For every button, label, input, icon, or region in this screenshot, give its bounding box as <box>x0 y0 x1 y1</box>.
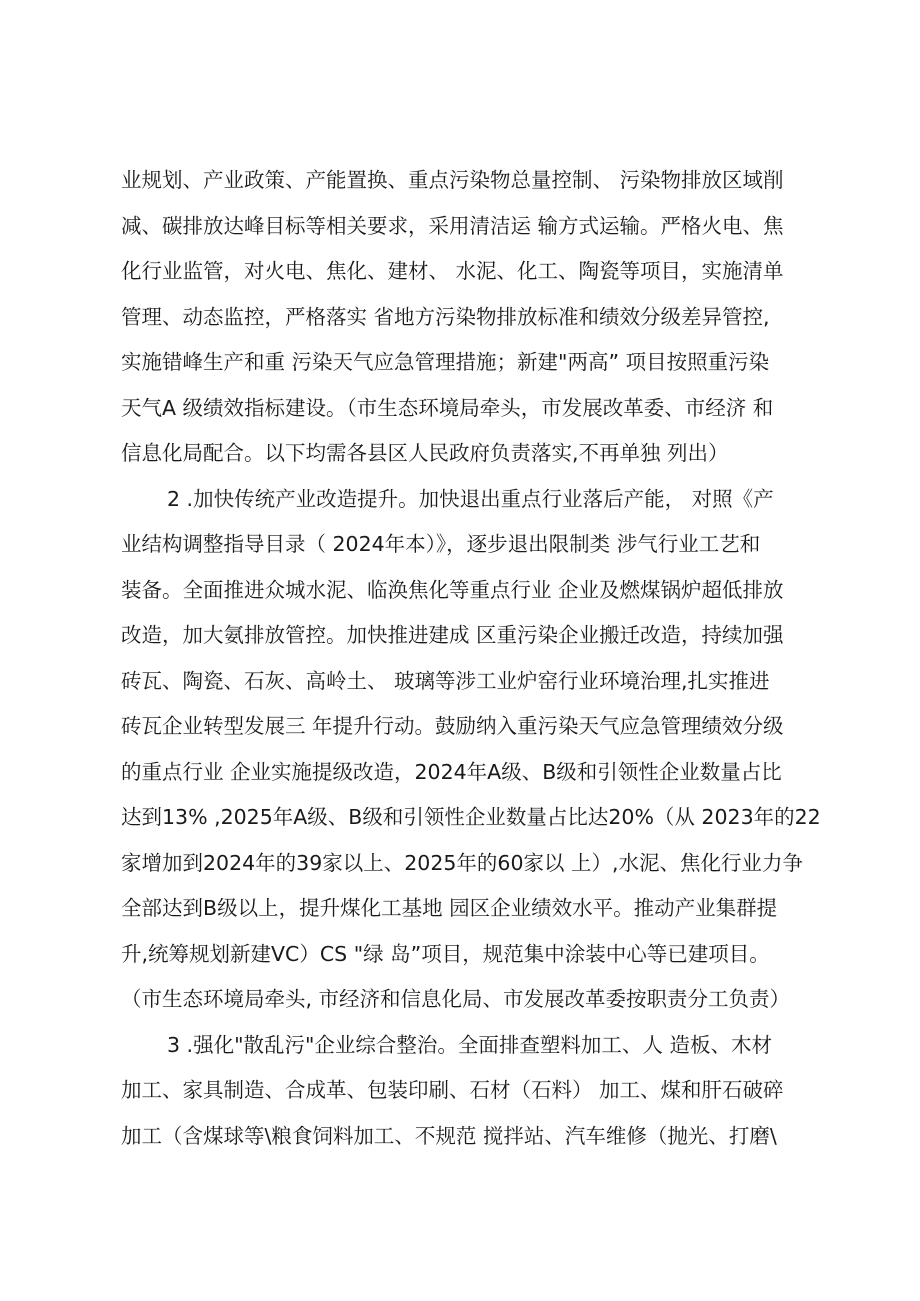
text-line: 全部达到B级以上，提升煤化工基地 园区企业绩效水平。推动产业集群提 <box>121 896 778 920</box>
text-line: 信息化局配合。以下均需各县区人民政府负责落实,不再单独 列出） <box>121 441 729 465</box>
text-line: 改造，加大氨排放管控。加快推进建成 区重污染企业搬迁改造，持续加强 <box>121 623 784 647</box>
paragraph-2-heading-line: 2 .加快传统产业改造提升。加快退出重点行业落后产能， 对照《产 <box>167 486 774 511</box>
text-line: 达到13% ,2025年A级、B级和引领性企业数量占比达20%（从 2023年的22 <box>121 805 821 829</box>
text-line: 业规划、产业政策、产能置换、重点污染物总量控制、 污染物排放区域削 <box>121 168 784 192</box>
text-line: 实施错峰生产和重 污染天气应急管理措施；新建"两高” 项目按照重污染 <box>121 350 770 374</box>
text-line: 加工（含煤球等\粮食饲料加工、不规范 搅拌站、汽车维修（抛光、打磨\ <box>121 1123 777 1148</box>
text-line: 升,统筹规划新建VC）CS "绿 岛”项目，规范集中涂装中心等已建项目。 <box>121 941 770 966</box>
text-line: 化行业监管，对火电、焦化、建材、 水泥、化工、陶瓷等项目，实施清单 <box>121 259 784 283</box>
text-line: 加工、家具制造、合成革、包装印刷、石材（石料） 加工、煤和肝石破碎 <box>121 1078 784 1102</box>
text-line: 砖瓦、陶瓷、石灰、高岭土、 玻璃等涉工业炉窑行业环境治理,扎实推进 <box>121 668 770 693</box>
text-line: 砖瓦企业转型发展三 年提升行动。鼓励纳入重污染天气应急管理绩效分级 <box>121 714 784 738</box>
body-text <box>121 158 821 1159</box>
text-line: 管理、动态监控，严格落实 省地方污染物排放标准和绩效分级差异管控, <box>121 304 770 329</box>
text-line: 装备。全面推进众城水泥、临涣焦化等重点行业 企业及燃煤锅炉超低排放 <box>121 577 784 602</box>
text-line: （市生态环境局牵头, 市经济和信息化局、市发展改革委按职责分工负责） <box>121 987 791 1011</box>
text-line: 业结构调整指导目录（ 2024年本）》，逐步退出限制类 涉气行业工艺和 <box>121 532 761 556</box>
text-line: 家增加到2024年的39家以上、2025年的60家以 上）,水泥、焦化行业力争 <box>121 850 804 875</box>
text-line: 的重点行业 企业实施提级改造，2024年A级、B级和引领性企业数量占比 <box>121 759 782 784</box>
text-line: 天气A 级绩效指标建设。（市生态环境局牵头，市发展改革委、市经济 和 <box>121 395 774 420</box>
paragraph-3-heading-line: 3 .强化"散乱污"企业综合整治。全面排查塑料加工、人 造板、木材 <box>167 1032 772 1057</box>
text-line: 减、碳排放达峰目标等相关要求，采用清洁运 输方式运输。严格火电、焦 <box>121 213 784 238</box>
